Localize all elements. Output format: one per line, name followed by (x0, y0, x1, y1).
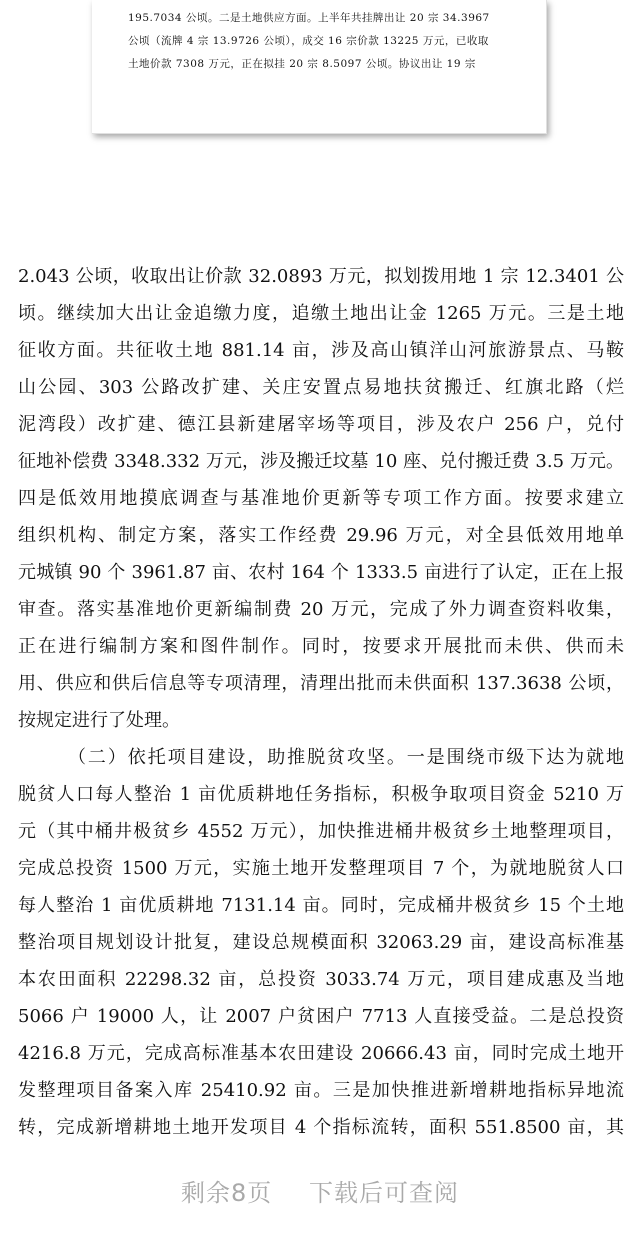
paragraph-line: 5066 户 19000 人，让 2007 户贫困户 7713 人直接受益。二是总投资 (18, 1006, 624, 1027)
card-text-line: 土地价款 7308 万元，正在拟挂 20 宗 8.5097 公顷。协议出让 19 宗 (128, 58, 476, 70)
paragraph-line: 每人整治 1 亩优质耕地 7131.14 亩。同时，完成桶井极贫乡 15 个土地 (18, 895, 624, 916)
paragraph-line: 用、供应和供后信息等专项清理，清理出批而未供面积 137.3638 公顷， (18, 673, 624, 694)
paragraph-line: 顷。继续加大出让金追缴力度，追缴土地出让金 1265 万元。三是土地 (18, 303, 624, 324)
paragraph-line: 征收方面。共征收土地 881.14 亩，涉及高山镇洋山河旅游景点、马鞍 (18, 340, 624, 361)
paragraph-line: 组织机构、制定方案，落实工作经费 29.96 万元，对全县低效用地单 (18, 525, 624, 546)
paragraph-line: 4216.8 万元，完成高标准基本农田建设 20666.43 亩，同时完成土地开 (18, 1043, 624, 1064)
download-to-read-banner[interactable] (0, 1163, 640, 1223)
paragraph-line: 本农田面积 22298.32 亩，总投资 3033.74 万元，项目建成惠及当地 (18, 969, 624, 990)
paragraph-line: 2.043 公顷，收取出让价款 32.0893 万元，拟划拨用地 1 宗 12.3401 公 (18, 266, 624, 287)
section-heading-line: （二）依托项目建设，助推脱贫攻坚。一是围绕市级下达为就地 (68, 747, 624, 768)
paragraph-line: 正在进行编制方案和图件制作。同时，按要求开展批而未供、供而未 (18, 636, 624, 657)
paragraph-line: 按规定进行了处理。 (18, 710, 180, 731)
paragraph-line: 整治项目规划设计批复，建设总规模面积 32063.29 亩，建设高标准基 (18, 932, 624, 953)
paragraph-line: 四是低效用地摸底调查与基准地价更新等专项工作方面。按要求建立 (18, 488, 624, 509)
remaining-pages-label: 剩余8页 (181, 1179, 273, 1207)
document-body (18, 258, 624, 1146)
paragraph-line: 完成总投资 1500 万元，实施土地开发整理项目 7 个，为就地脱贫人口 (18, 858, 624, 879)
paragraph-line: 审查。落实基准地价更新编制费 20 万元，完成了外力调查资料收集， (18, 599, 624, 620)
paragraph-line: 山公园、303 公路改扩建、关庄安置点易地扶贫搬迁、红旗北路（烂 (18, 377, 624, 398)
paragraph-line: 元城镇 90 个 3961.87 亩、农村 164 个 1333.5 亩进行了认定，正在上报 (18, 562, 624, 583)
paragraph-line: 转，完成新增耕地土地开发项目 4 个指标流转，面积 551.8500 亩，其 (18, 1117, 624, 1138)
download-prompt-label: 下载后可查阅 (308, 1179, 459, 1207)
preview-page-card (92, 0, 547, 134)
paragraph-line: 脱贫人口每人整治 1 亩优质耕地任务指标，积极争取项目资金 5210 万 (18, 784, 624, 805)
card-text-line: 公顷（流牌 4 宗 13.9726 公顷），成交 16 宗价款 13225 万元，已收取 (128, 35, 489, 47)
paragraph-line: 元（其中桶井极贫乡 4552 万元），加快推进桶井极贫乡土地整理项目， (18, 821, 624, 842)
paragraph-line: 泥湾段）改扩建、德江县新建屠宰场等项目，涉及农户 256 户，兑付 (18, 414, 624, 435)
paragraph-line: 发整理项目备案入库 25410.92 亩。三是加快推进新增耕地指标异地流 (18, 1080, 624, 1101)
card-text-line: 195.7034 公顷。二是土地供应方面。上半年共挂牌出让 20 宗 34.3967 (128, 12, 490, 24)
paragraph-line: 征地补偿费 3348.332 万元，涉及搬迁坟墓 10 座、兑付搬迁费 3.5 万元。 (18, 451, 624, 472)
